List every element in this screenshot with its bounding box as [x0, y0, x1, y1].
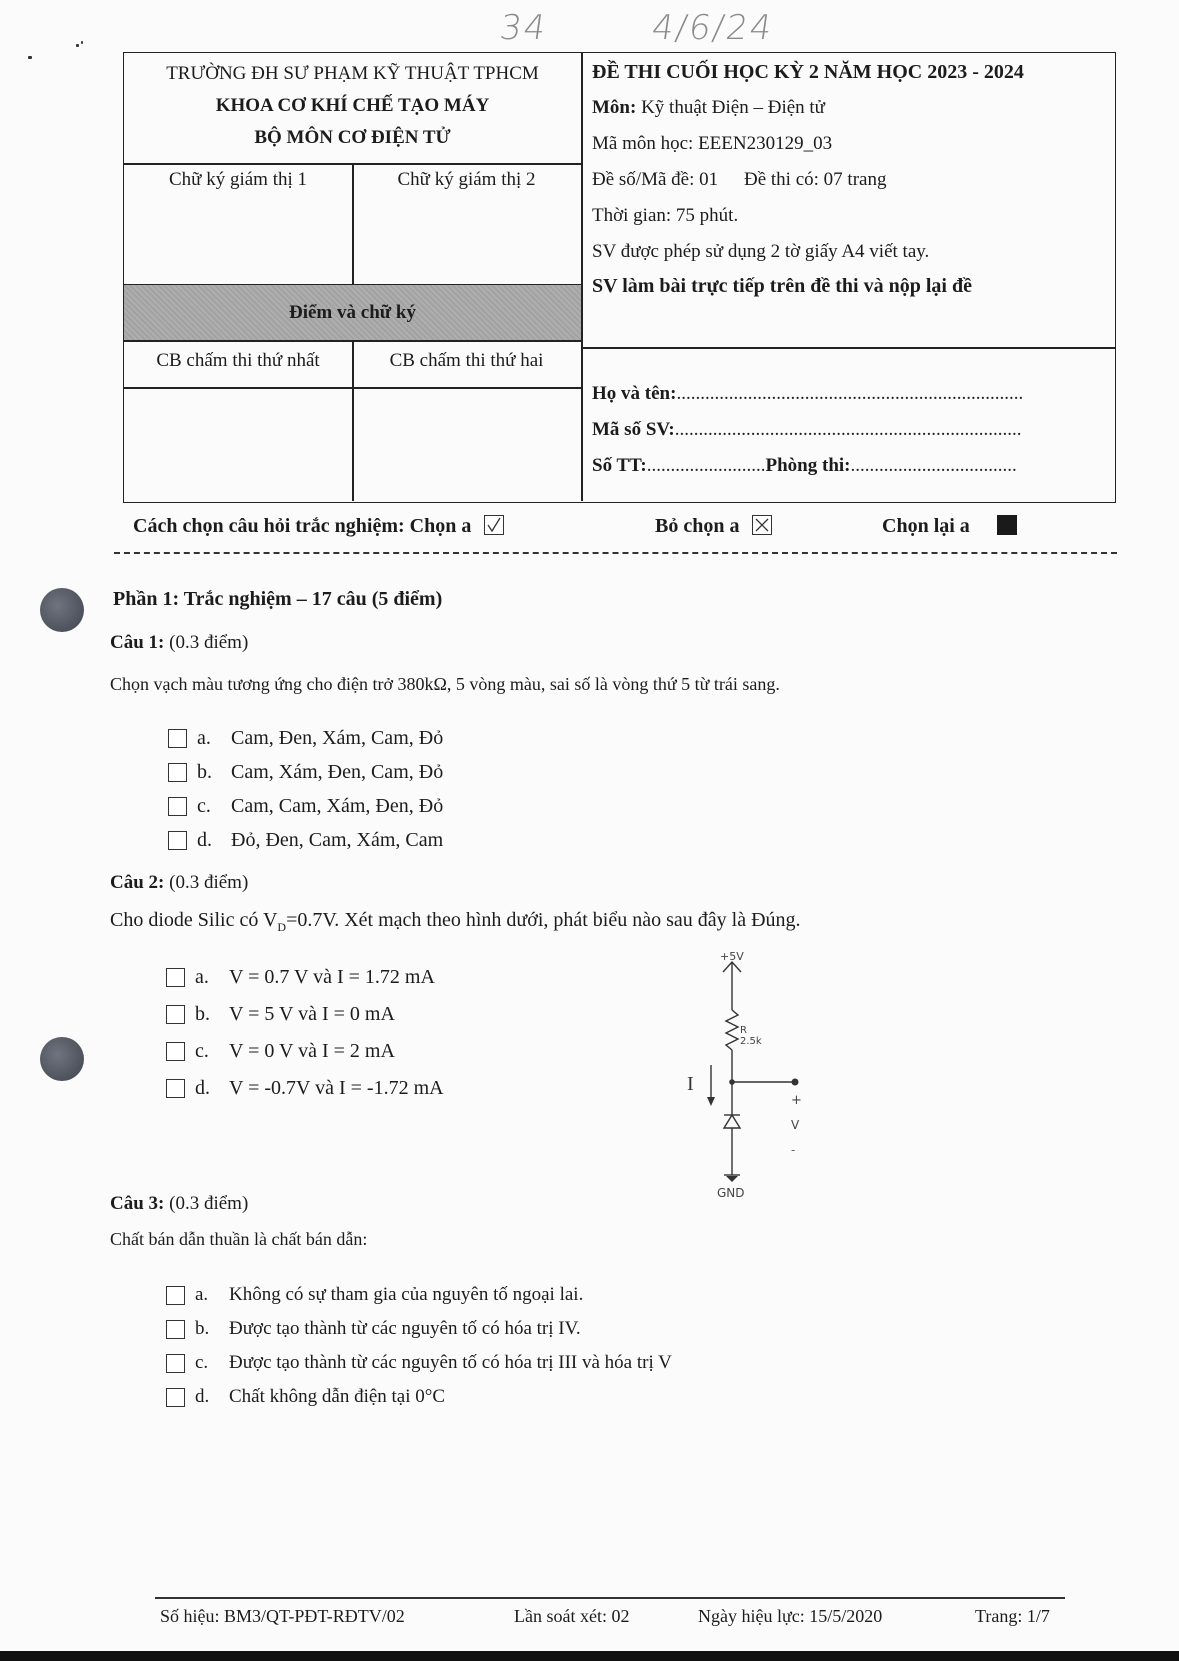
divider: [581, 53, 583, 501]
subject-value: Kỹ thuật Điện – Điện tử: [641, 97, 825, 118]
footer-rule: [155, 1597, 1065, 1599]
question-label: Câu 3:: [110, 1193, 165, 1214]
grader2-signature-area[interactable]: [355, 389, 579, 499]
option-text: Được tạo thành từ các nguyên tố có hóa trị III và hóa trị V: [229, 1352, 672, 1373]
score-band-label: Điểm và chữ ký: [289, 302, 416, 323]
exam-title: ĐỀ THI CUỐI HỌC KỲ 2 NĂM HỌC 2023 - 2024: [592, 61, 1024, 83]
option-text: V = -0.7V và I = -1.72 mA: [229, 1077, 444, 1099]
option-key: b.: [195, 1318, 210, 1339]
question-1-option-a[interactable]: [168, 727, 443, 750]
student-name-field[interactable]: Họ và tên:.........................................................................: [592, 383, 1024, 404]
student-id-label: Mã số SV:: [592, 419, 675, 440]
text-part: =0.7V. Xét mạch theo hình dưới, phát biểu nào sau đây là Đúng.: [286, 909, 801, 931]
question-2-option-b[interactable]: [166, 1003, 395, 1026]
text-subscript: D: [277, 920, 287, 934]
checkbox[interactable]: [168, 831, 187, 850]
option-key: a.: [195, 1284, 209, 1305]
option-key: c.: [195, 1040, 209, 1062]
diode-triangle: [724, 1115, 740, 1128]
option-text: Chất không dẫn điện tại 0°C: [229, 1386, 446, 1407]
question-2-text: [110, 909, 801, 935]
option-key: a.: [197, 727, 211, 749]
answer-legend-reselect: [882, 515, 1017, 538]
student-id-field[interactable]: Mã số SV:.........................................................................: [592, 419, 1022, 440]
allowed-materials: SV được phép sử dụng 2 tờ giấy A4 viết tay.: [592, 241, 930, 262]
option-text: V = 5 V và I = 0 mA: [229, 1003, 395, 1025]
school-name: TRƯỜNG ĐH SƯ PHẠM KỸ THUẬT TPHCM: [166, 63, 539, 84]
course-code: Mã môn học: EEEN230129_03: [592, 133, 833, 154]
question-1-option-c[interactable]: [168, 795, 443, 818]
legend-intro: Cách chọn câu hỏi trắc nghiệm: Chọn a: [133, 515, 472, 537]
current-label: I: [687, 1073, 694, 1095]
option-text: Được tạo thành từ các nguyên tố có hóa trị IV.: [229, 1318, 581, 1339]
question-points: (0.3 điểm): [169, 1193, 249, 1214]
question-3-option-b[interactable]: [166, 1318, 581, 1340]
resistor-value: 2.5k: [740, 1036, 762, 1047]
supply-label: +5V: [720, 950, 744, 963]
checkbox[interactable]: [168, 729, 187, 748]
ground-label: GND: [717, 1186, 745, 1200]
scan-edge: [0, 1651, 1179, 1661]
plus-label: +: [791, 1093, 802, 1108]
cross-box-icon: [752, 515, 772, 535]
question-2-option-d[interactable]: [166, 1077, 444, 1100]
checkbox[interactable]: [166, 968, 185, 987]
question-points: (0.3 điểm): [169, 872, 249, 893]
checkbox[interactable]: [166, 1320, 185, 1339]
minus-label: -: [791, 1143, 796, 1157]
question-3-option-c[interactable]: [166, 1352, 672, 1374]
current-arrowhead: [707, 1097, 715, 1106]
option-key: b.: [195, 1003, 210, 1025]
question-2-option-c[interactable]: [166, 1040, 395, 1063]
handwritten-date: 4/6/24: [649, 8, 777, 48]
option-text: Cam, Xám, Đen, Cam, Đỏ: [231, 761, 444, 783]
page-count: Đề thi có: 07 trang: [744, 169, 887, 190]
proctor2-signature-area[interactable]: [355, 195, 579, 283]
checkbox[interactable]: [166, 1388, 185, 1407]
circuit-diagram: [660, 940, 820, 1210]
output-terminal: [792, 1079, 799, 1086]
text-part: Cho diode Silic có V: [110, 909, 278, 931]
option-text: Đỏ, Đen, Cam, Xám, Cam: [231, 829, 444, 851]
ground-arrow: [726, 1176, 738, 1182]
grader1-signature-area[interactable]: [126, 389, 350, 499]
section-title: Phần 1: Trắc nghiệm – 17 câu (5 điểm): [113, 588, 443, 610]
option-text: V = 0.7 V và I = 1.72 mA: [229, 966, 435, 988]
seq-room-field[interactable]: Số TT:.........................Phòng thi:...................................: [592, 455, 1017, 476]
checkbox[interactable]: [166, 1005, 185, 1024]
question-label: Câu 2:: [110, 872, 165, 893]
footer-doc-id: Số hiệu: BM3/QT-PĐT-RĐTV/02: [160, 1606, 405, 1626]
grader2-label: CB chấm thi thứ hai: [389, 350, 544, 371]
question-3-option-d[interactable]: [166, 1386, 445, 1408]
checkmark-icon: [484, 515, 504, 535]
divider: [124, 340, 581, 342]
question-3-text: Chất bán dẫn thuần là chất bán dẫn:: [110, 1229, 368, 1249]
option-key: d.: [197, 829, 212, 851]
option-key: c.: [195, 1352, 209, 1373]
question-3-option-a[interactable]: [166, 1284, 583, 1306]
answer-legend-checked: [133, 515, 504, 538]
option-text: Không có sự tham gia của nguyên tố ngoại lai.: [229, 1284, 584, 1305]
checkbox[interactable]: [168, 763, 187, 782]
punch-hole: [40, 588, 84, 632]
footer-page-number: Trang: 1/7: [975, 1606, 1050, 1626]
divider: [581, 347, 1115, 349]
subject-line: [592, 97, 825, 119]
handwritten-number: 34: [497, 8, 551, 48]
question-1-text: Chọn vạch màu tương ứng cho điện trở 380kΩ, 5 vòng màu, sai số là vòng thứ 5 từ trái sang.: [110, 674, 780, 694]
proctor1-signature-area[interactable]: [126, 195, 350, 283]
scan-speck: [28, 56, 32, 59]
legend-deselect: Bỏ chọn a: [655, 515, 740, 537]
divider: [124, 163, 581, 165]
option-text: Cam, Cam, Xám, Đen, Đỏ: [231, 795, 444, 817]
proctor1-label: Chữ ký giám thị 1: [168, 169, 308, 190]
answer-legend-deselect: [655, 515, 772, 538]
checkbox[interactable]: [166, 1354, 185, 1373]
student-name-label: Họ và tên:: [592, 383, 677, 404]
option-key: d.: [195, 1386, 210, 1407]
question-1-title: [110, 632, 248, 654]
room-label: Phòng thi:: [765, 455, 851, 476]
question-3-title: [110, 1193, 248, 1215]
scan-speck: [76, 44, 79, 47]
question-1-option-b[interactable]: [168, 761, 443, 784]
question-1-option-d[interactable]: [168, 829, 443, 852]
resistor-symbol: [726, 1010, 738, 1050]
exam-code: Đề số/Mã đề: 01: [592, 169, 719, 190]
option-key: c.: [197, 795, 211, 817]
seq-label: Số TT:: [592, 455, 647, 476]
duration: Thời gian: 75 phút.: [592, 205, 739, 226]
punch-hole: [40, 1037, 84, 1081]
junction-dot: [729, 1079, 735, 1085]
question-2-option-a[interactable]: [166, 966, 435, 989]
question-2-title: [110, 872, 248, 894]
proctor2-label: Chữ ký giám thị 2: [397, 169, 536, 190]
checkbox[interactable]: [168, 797, 187, 816]
voltage-label: V: [791, 1118, 800, 1132]
legend-reselect: Chọn lại a: [882, 515, 970, 537]
department-name: BỘ MÔN CƠ ĐIỆN TỬ: [254, 127, 451, 148]
option-text: V = 0 V và I = 2 mA: [229, 1040, 395, 1062]
filled-box-icon: [997, 515, 1017, 535]
checkbox[interactable]: [166, 1286, 185, 1305]
dashed-separator: [114, 552, 1117, 554]
question-label: Câu 1:: [110, 632, 165, 653]
option-key: d.: [195, 1077, 210, 1099]
footer-revision: Lần soát xét: 02: [514, 1606, 630, 1626]
subject-label: Môn:: [592, 97, 637, 118]
submission-instruction: SV làm bài trực tiếp trên đề thi và nộp lại đề: [592, 275, 972, 297]
faculty-name: KHOA CƠ KHÍ CHẾ TẠO MÁY: [215, 95, 490, 116]
checkbox[interactable]: [166, 1079, 185, 1098]
grader1-label: CB chấm thi thứ nhất: [156, 350, 320, 371]
question-points: (0.3 điểm): [169, 632, 249, 653]
scan-speck: [81, 41, 83, 44]
option-key: a.: [195, 966, 209, 988]
option-text: Cam, Đen, Xám, Cam, Đỏ: [231, 727, 444, 749]
checkbox[interactable]: [166, 1042, 185, 1061]
footer-effective-date: Ngày hiệu lực: 15/5/2020: [698, 1606, 883, 1626]
option-key: b.: [197, 761, 212, 783]
resistor-name: R: [740, 1025, 747, 1036]
exam-header-table: [123, 52, 1116, 503]
